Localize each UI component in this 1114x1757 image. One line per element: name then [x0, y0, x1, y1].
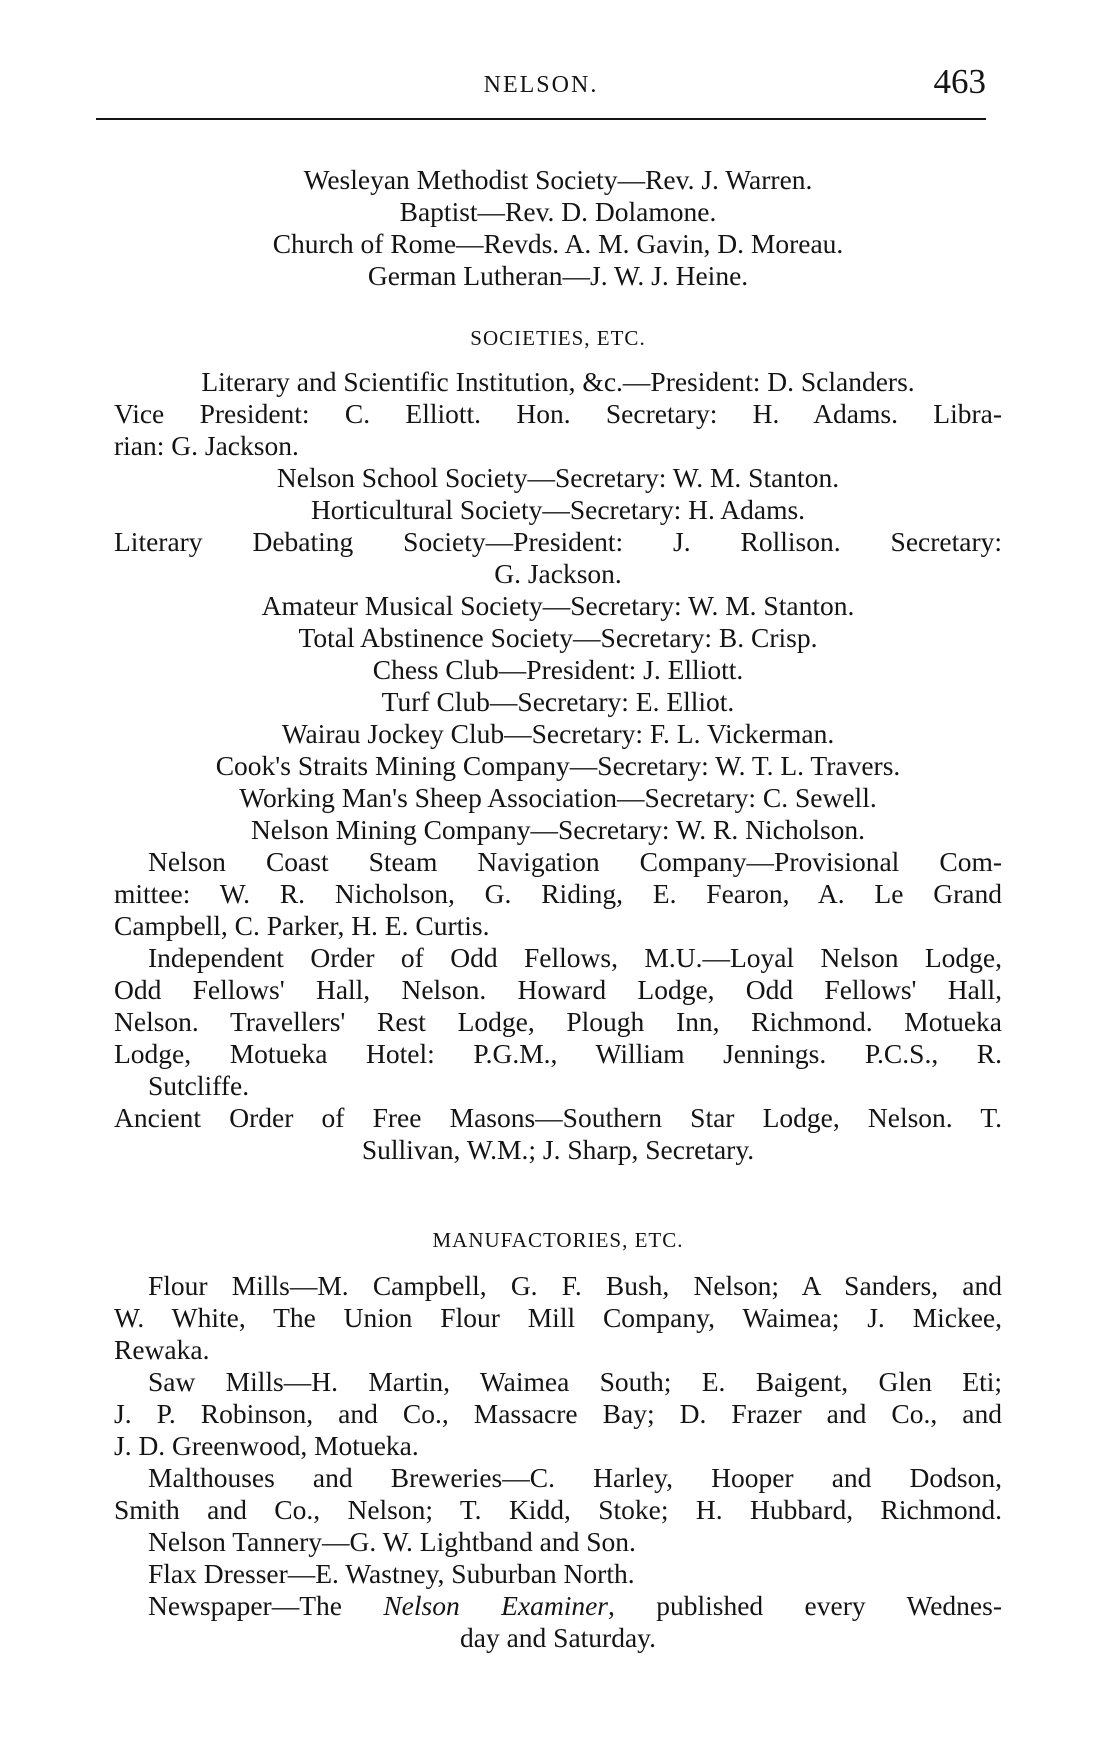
- society-line: Odd Fellows' Hall, Nelson. Howard Lodge, Odd Fellows' Hall,: [114, 974, 1002, 1005]
- society-line: Wairau Jockey Club—Secretary: F. L. Vickerman.: [281, 718, 835, 749]
- society-line: Ancient Order of Free Masons—Southern Star Lodge, Nelson. T.: [114, 1102, 1002, 1133]
- society-line: Nelson School Society—Secretary: W. M. Stanton.: [276, 462, 840, 493]
- newspaper-suffix: , published every Wednes-: [608, 1590, 1002, 1621]
- manufactory-line: W. White, The Union Flour Mill Company, Waimea; J. Mickee,: [114, 1302, 1002, 1333]
- society-line: Working Man's Sheep Association—Secretary: C. Sewell.: [239, 782, 877, 813]
- society-line: Turf Club—Secretary: E. Elliot.: [381, 686, 735, 717]
- newspaper-prefix: Newspaper—The: [148, 1590, 384, 1621]
- manufactory-line: Flax Dresser—E. Wastney, Suburban North.: [148, 1558, 635, 1589]
- society-line: Literary Debating Society—President: J. Rollison. Secretary:: [114, 526, 1002, 557]
- manufactory-line: J. D. Greenwood, Motueka.: [114, 1430, 419, 1461]
- society-line: Independent Order of Odd Fellows, M.U.—Loyal Nelson Lodge,: [148, 942, 1002, 973]
- society-line: Lodge, Motueka Hotel: P.G.M., William Jennings. P.C.S., R.: [114, 1038, 1002, 1069]
- society-line: rian: G. Jackson.: [114, 430, 299, 461]
- manufactories-heading: MANUFACTORIES, ETC.: [432, 1228, 684, 1252]
- society-line: Nelson Coast Steam Navigation Company—Provisional Com-: [148, 846, 1002, 877]
- society-line: Horticultural Society—Secretary: H. Adams.: [310, 494, 806, 525]
- society-line: G. Jackson.: [494, 558, 622, 589]
- society-line: Vice President: C. Elliott. Hon. Secretary: H. Adams. Libra-: [114, 398, 1002, 429]
- manufactory-line: Saw Mills—H. Martin, Waimea South; E. Baigent, Glen Eti;: [148, 1366, 1002, 1397]
- manufactory-line: Nelson Tannery—G. W. Lightband and Son.: [148, 1526, 636, 1557]
- societies-heading: SOCIETIES, ETC.: [470, 326, 646, 350]
- newspaper-last-line: day and Saturday.: [459, 1622, 656, 1653]
- church-line: Baptist—Rev. D. Dolamone.: [399, 196, 717, 227]
- society-line: Nelson. Travellers' Rest Lodge, Plough Inn, Richmond. Motueka: [114, 1006, 1002, 1037]
- society-line: Nelson Mining Company—Secretary: W. R. Nicholson.: [250, 814, 866, 845]
- church-line: German Lutheran—J. W. J. Heine.: [367, 260, 749, 291]
- page-number: 463: [933, 62, 986, 101]
- running-head: NELSON.: [483, 72, 599, 98]
- newspaper-line: [114, 1590, 1002, 1622]
- society-line: Total Abstinence Society—Secretary: B. Crisp.: [298, 622, 818, 653]
- society-line: Literary and Scientific Institution, &c.—President: D. Sclanders.: [201, 366, 915, 397]
- manufactory-line: Smith and Co., Nelson; T. Kidd, Stoke; H. Hubbard, Richmond.: [114, 1494, 1002, 1525]
- manufactory-line: Malthouses and Breweries—C. Harley, Hooper and Dodson,: [148, 1462, 1002, 1493]
- society-line: Sutcliffe.: [148, 1070, 250, 1101]
- manufactory-line: Flour Mills—M. Campbell, G. F. Bush, Nelson; A Sanders, and: [148, 1270, 1002, 1301]
- page-body: [114, 164, 1002, 1654]
- society-line: Campbell, C. Parker, H. E. Curtis.: [114, 910, 490, 941]
- page-header: [96, 62, 986, 108]
- manufactory-line: J. P. Robinson, and Co., Massacre Bay; D. Frazer and Co., and: [114, 1398, 1002, 1429]
- manufactory-line: Rewaka.: [114, 1334, 210, 1365]
- society-line: mittee: W. R. Nicholson, G. Riding, E. Fearon, A. Le Grand: [114, 878, 1002, 909]
- church-line: Church of Rome—Revds. A. M. Gavin, D. Moreau.: [272, 228, 844, 259]
- newspaper-title: Nelson Examiner: [383, 1590, 608, 1621]
- header-rule: [96, 118, 986, 120]
- church-line: Wesleyan Methodist Society—Rev. J. Warren.: [303, 164, 813, 195]
- society-line: Cook's Straits Mining Company—Secretary: W. T. L. Travers.: [215, 750, 901, 781]
- society-line: Sullivan, W.M.; J. Sharp, Secretary.: [361, 1134, 755, 1165]
- society-line: Chess Club—President: J. Elliott.: [372, 654, 744, 685]
- society-line: Amateur Musical Society—Secretary: W. M. Stanton.: [261, 590, 855, 621]
